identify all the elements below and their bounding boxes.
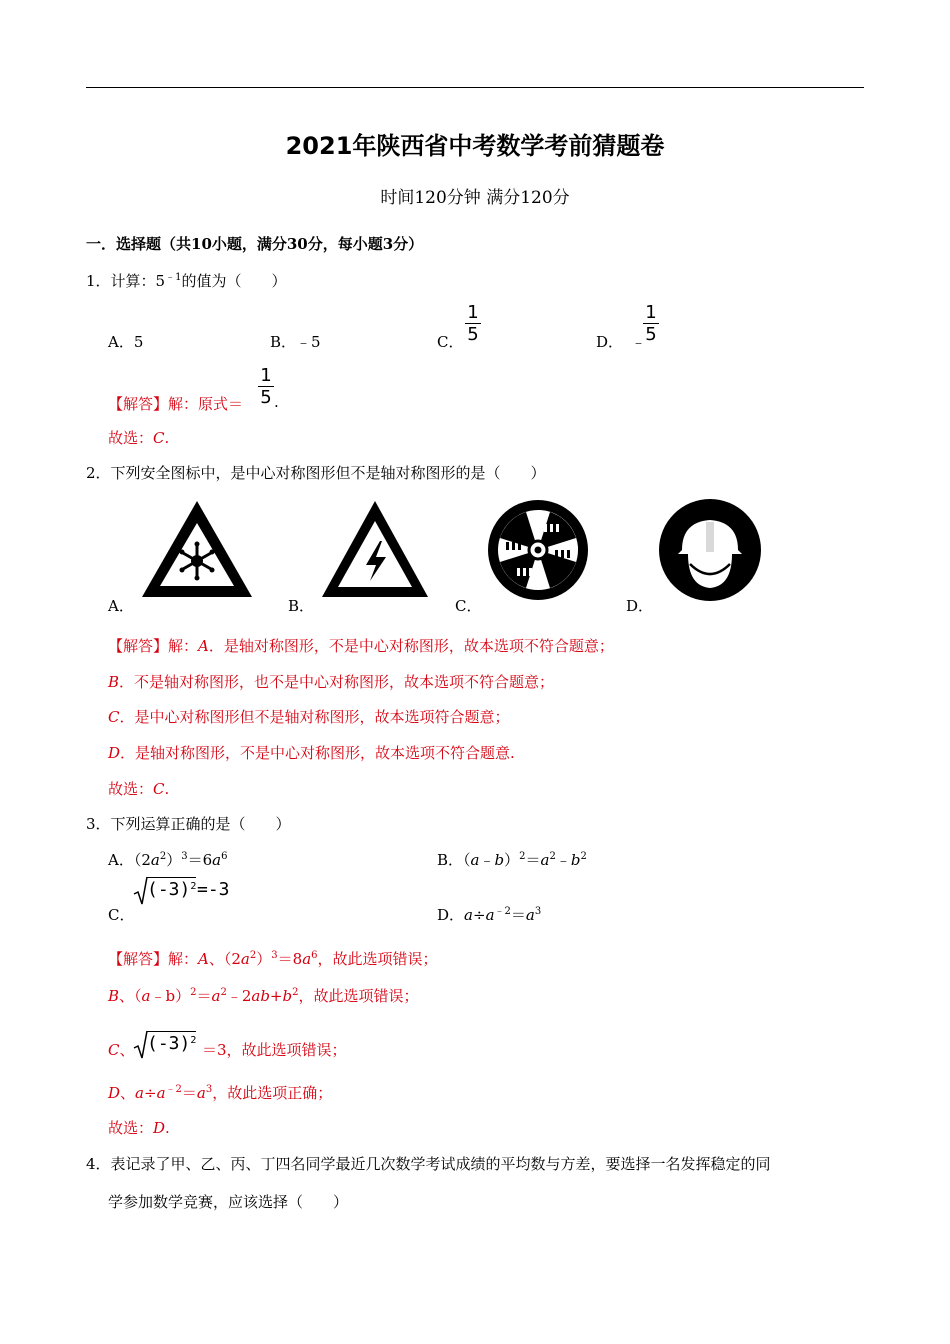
q1-option-b: B．﹣5 bbox=[270, 333, 321, 351]
q1-conclusion: 故选：C. bbox=[108, 429, 170, 447]
q1-option-a: A．5 bbox=[108, 333, 144, 351]
header-rule bbox=[86, 87, 864, 88]
q3-conclusion: 故选：D. bbox=[108, 1119, 170, 1137]
q3-option-c-radical: $(-3)^2$ =-3 bbox=[133, 876, 243, 906]
q1-option-d-sign: ﹣ bbox=[631, 333, 647, 351]
q1-option-d-fraction: 1 5 bbox=[643, 303, 659, 344]
q3-answer-c-label: C、 bbox=[108, 1041, 135, 1059]
q2-option-a: A． bbox=[108, 597, 134, 615]
q1-answer: 【解答】解：原式＝ bbox=[108, 395, 244, 413]
q2-option-c: C． bbox=[455, 597, 482, 615]
q3-option-d: D．$a\div a^{﹣2}=a^3$ bbox=[437, 906, 542, 924]
q2-answer-line-4: D．是轴对称图形，不是中心对称图形，故本选项不符合题意. bbox=[108, 744, 515, 762]
q2-stem: 2．下列安全图标中，是中心对称图形但不是轴对称图形的是（ ） bbox=[86, 464, 546, 482]
snowflake-warning-icon bbox=[138, 497, 256, 601]
q2-answer-line-2: B．不是轴对称图形，也不是中心对称图形，故本选项不符合题意； bbox=[108, 673, 555, 691]
page-subtitle: 时间120分钟 满分120分 bbox=[380, 188, 570, 208]
q3-option-c: C． bbox=[108, 906, 135, 924]
q3-option-a: A．$(2a^2)^3=6a^6$ bbox=[108, 851, 228, 869]
high-voltage-warning-icon bbox=[318, 497, 432, 601]
section-heading: 一．选择题（共10小题，满分30分，每小题3分） bbox=[86, 235, 424, 253]
fan-symbol-icon bbox=[486, 498, 590, 602]
q4-stem-line-2: 学参加数学竞赛，应该选择（ ） bbox=[108, 1193, 349, 1211]
q1-stem: 1．计算：$5^{﹣1}$的值为（ ） bbox=[86, 272, 287, 290]
q2-option-b: B． bbox=[288, 597, 315, 615]
q1-answer-fraction: 1 5 bbox=[258, 366, 274, 407]
q3-answer-a: 【解答】解：A、$(2a^2)^3=8a^6$，故此选项错误； bbox=[108, 950, 438, 968]
hard-hat-icon bbox=[658, 498, 762, 602]
q3-answer-d: D、$a\div a^{﹣2}=a^3$，故此选项正确； bbox=[108, 1084, 333, 1102]
q2-answer-line-3: C．是中心对称图形但不是轴对称图形，故本选项符合题意； bbox=[108, 708, 510, 726]
q1-option-c-fraction: 1 5 bbox=[465, 303, 481, 344]
q3-answer-c-radical: $(-3)^2$ bbox=[133, 1030, 213, 1060]
q3-answer-b: B、$(a﹣b)^2=a^2﹣2ab+b^2$，故此选项错误； bbox=[108, 987, 419, 1005]
q1-answer-tail: . bbox=[274, 393, 279, 411]
q3-option-b: B．$(a﹣b)^2=a^2﹣b^2$ bbox=[437, 851, 587, 869]
page-title: 2021年陕西省中考数学考前猜题卷 bbox=[285, 132, 665, 160]
q2-conclusion: 故选：C. bbox=[108, 780, 170, 798]
q3-answer-c: ＝3，故此选项错误； bbox=[202, 1041, 347, 1059]
q1-option-d: D． bbox=[596, 333, 624, 351]
q1-option-c: C． bbox=[437, 333, 464, 351]
q4-stem-line-1: 4．表记录了甲、乙、丙、丁四名同学最近几次数学考试成绩的平均数与方差，要选择一名发挥稳定的同 bbox=[86, 1155, 771, 1173]
q2-answer-line-1: 【解答】解：A．是轴对称图形，不是中心对称图形，故本选项不符合题意； bbox=[108, 637, 614, 655]
q3-stem: 3．下列运算正确的是（ ） bbox=[86, 815, 291, 833]
q2-option-d: D． bbox=[626, 597, 654, 615]
